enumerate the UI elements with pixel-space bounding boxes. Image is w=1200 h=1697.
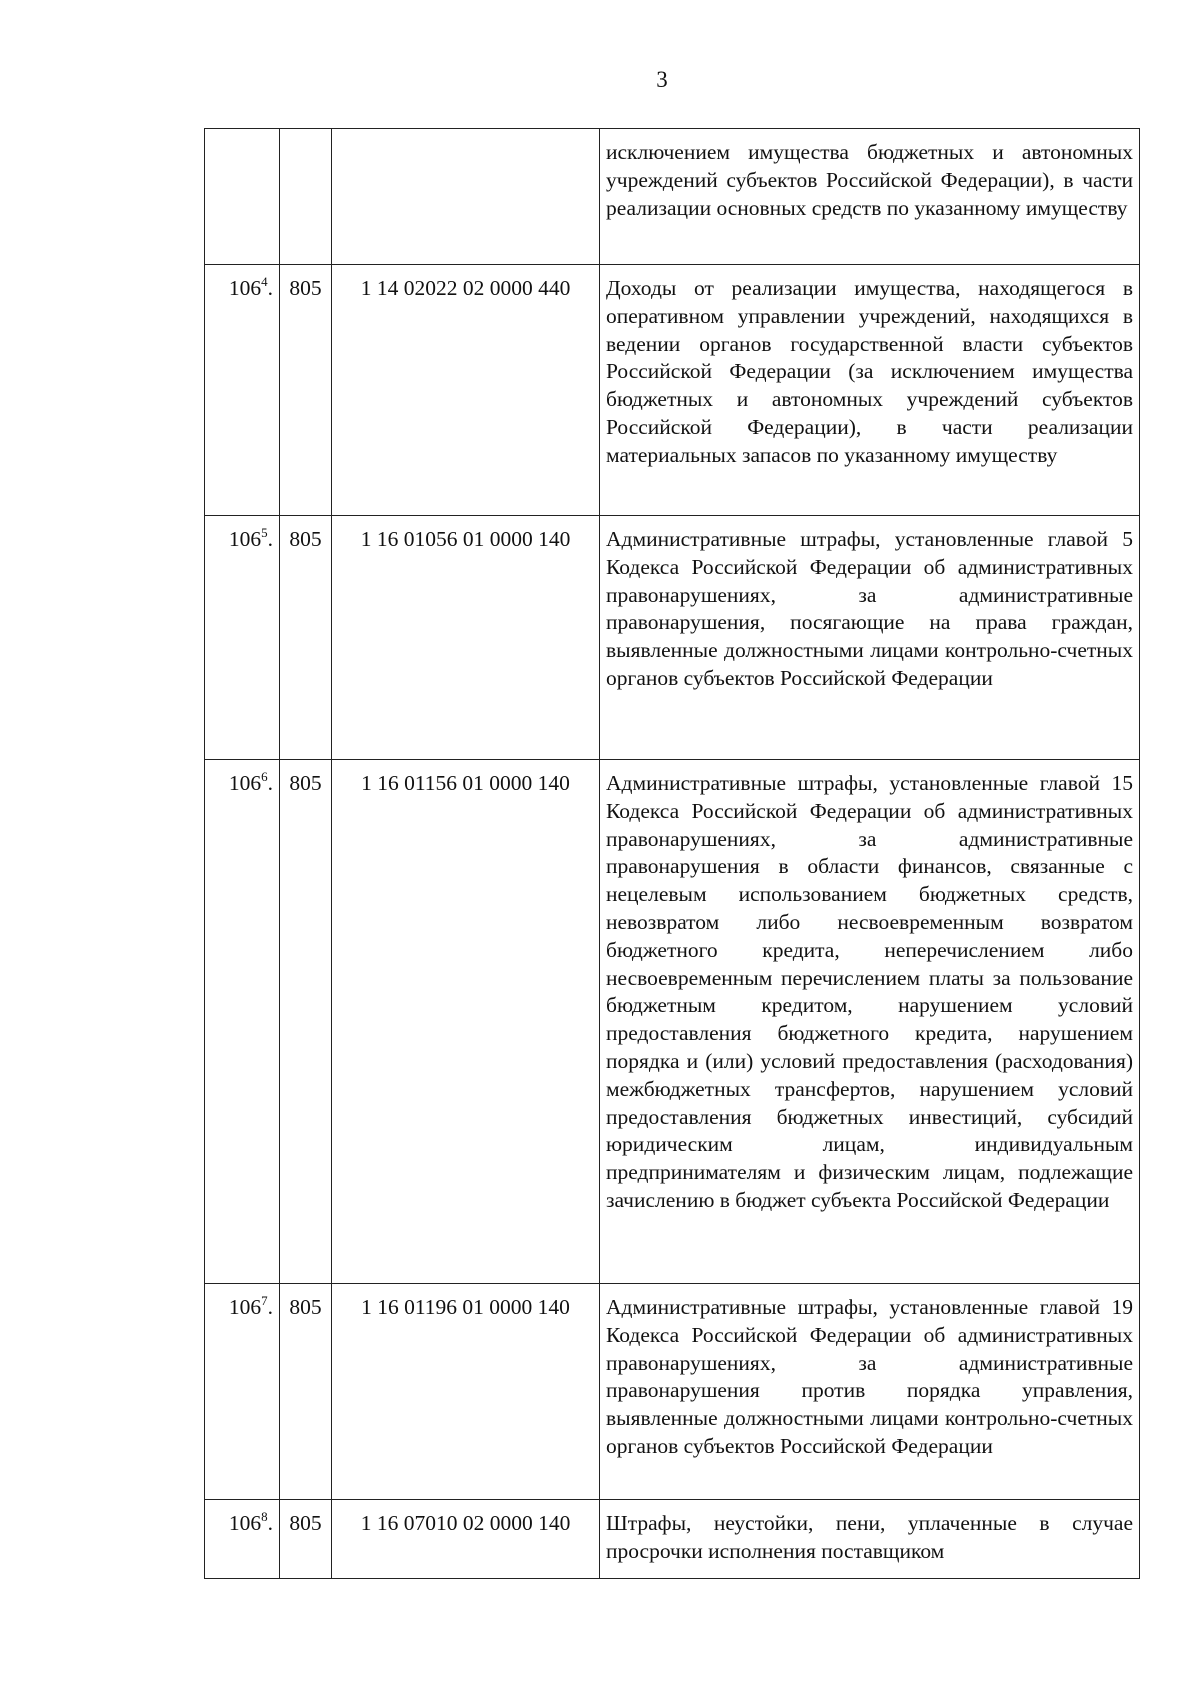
table-row [205, 1500, 1140, 1579]
row-number: $106^5$. [205, 516, 280, 760]
income-code: 1 16 07010 02 0000 140 [332, 1500, 600, 1579]
income-description: Административные штрафы, установленные главой 19 Кодекса Российской Федерации об административных правонарушениях, за административные правонарушения против порядка управления, выявленные должностными лицами контрольно-счетных органов субъектов Российской Федерации [600, 1284, 1140, 1500]
income-description: Административные штрафы, установленные главой 5 Кодекса Российской Федерации об административных правонарушениях, за административные правонарушения, посягающие на права граждан, выявленные должностными лицами контрольно-счетных органов субъектов Российской Федерации [600, 516, 1140, 760]
income-description: исключением имущества бюджетных и автономных учреждений субъектов Российской Федерации), в части реализации основных средств по указанному имуществу [600, 129, 1140, 265]
admin-code: 805 [280, 1500, 332, 1579]
table-row [205, 516, 1140, 760]
row-number [205, 129, 280, 265]
income-code: 1 14 02022 02 0000 440 [332, 265, 600, 516]
income-code: 1 16 01156 01 0000 140 [332, 760, 600, 1284]
admin-code: 805 [280, 265, 332, 516]
income-code [332, 129, 600, 265]
page-number: 3 [656, 67, 668, 92]
income-code: 1 16 01056 01 0000 140 [332, 516, 600, 760]
income-codes-table [204, 128, 1140, 1579]
income-code: 1 16 01196 01 0000 140 [332, 1284, 600, 1500]
table-row [205, 265, 1140, 516]
admin-code: 805 [280, 760, 332, 1284]
row-number: $106^8$. [205, 1500, 280, 1579]
income-description: Доходы от реализации имущества, находящегося в оперативном управлении учреждений, находящихся в ведении органов государственной власти субъектов Российской Федерации (за исключением имущества бюджетных и автономных учреждений субъектов Российской Федерации), в части реализации материальных запасов по указанному имуществу [600, 265, 1140, 516]
admin-code: 805 [280, 516, 332, 760]
row-number: $106^6$. [205, 760, 280, 1284]
income-description: Штрафы, неустойки, пени, уплаченные в случае просрочки исполнения поставщиком [600, 1500, 1140, 1579]
admin-code: 805 [280, 1284, 332, 1500]
income-description: Административные штрафы, установленные главой 15 Кодекса Российской Федерации об административных правонарушениях, за административные правонарушения в области финансов, связанные с нецелевым использованием бюджетных средств, невозвратом либо несвоевременным возвратом бюджетного кредита, неперечислением либо несвоевременным перечислением платы за пользование бюджетным кредитом, нарушением условий предоставления бюджетного кредита, нарушением порядка и (или) условий предоставления (расходования) межбюджетных трансфертов, нарушением условий предоставления бюджетных инвестиций, субсидий юридическим лицам, индивидуальным предпринимателям и физическим лицам, подлежащие зачислению в бюджет субъекта Российской Федерации [600, 760, 1140, 1284]
row-number: $106^7$. [205, 1284, 280, 1500]
table-row [205, 1284, 1140, 1500]
admin-code [280, 129, 332, 265]
row-number: $106^4$. [205, 265, 280, 516]
table-row [205, 129, 1140, 265]
table-row [205, 760, 1140, 1284]
